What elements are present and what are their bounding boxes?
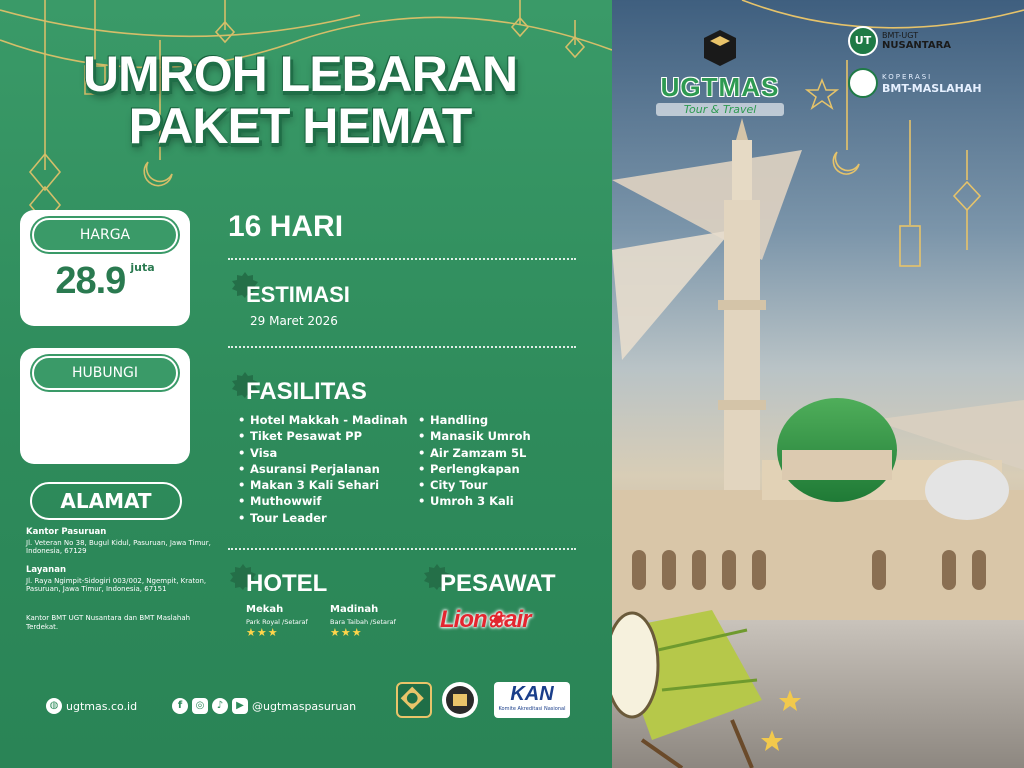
partner1-name: NUSANTARA xyxy=(882,40,952,51)
address-office-title: Kantor Pasuruan xyxy=(26,527,107,537)
brand-name: UGTMAS xyxy=(660,72,780,102)
facility-item: • Tiket Pesawat PP xyxy=(238,428,408,444)
facility-item: • Hotel Makkah - Madinah xyxy=(238,412,408,428)
contact-card[interactable] xyxy=(20,348,190,464)
hotel-label: HOTEL xyxy=(246,570,328,597)
website-link[interactable] xyxy=(46,698,137,714)
duration: 16 HARI xyxy=(228,210,344,243)
hotel-madinah-stars: ★★★ xyxy=(330,626,363,639)
ugtmas-logo xyxy=(634,28,806,116)
price-card xyxy=(20,210,190,326)
facebook-icon: f xyxy=(172,698,188,714)
address-service xyxy=(26,566,216,594)
divider-1 xyxy=(228,258,576,260)
address-note: Kantor BMT UGT Nusantara dan BMT Maslahah Terdekat. xyxy=(26,614,191,631)
price-value-wrap xyxy=(20,260,190,303)
brand-tagline: Tour & Travel xyxy=(656,103,784,116)
instagram-icon: ◎ xyxy=(192,698,208,714)
address-label: ALAMAT xyxy=(30,482,182,520)
facility-item: • Muthowwif xyxy=(238,493,408,509)
facilities-list-2 xyxy=(418,412,531,510)
facilities-list-1 xyxy=(238,412,408,526)
facility-item: • Umroh 3 Kali xyxy=(418,493,531,509)
title-line-1: UMROH LEBARAN xyxy=(82,46,518,102)
facilities-label: FASILITAS xyxy=(246,378,367,405)
address-office-text: Jl. Veteran No 38, Bugul Kidul, Pasuruan, Jawa Timur, Indonesia, 67129 xyxy=(26,538,211,555)
mosque-photo xyxy=(612,0,1024,768)
price-label: HARGA xyxy=(32,218,178,252)
lion-air-logo xyxy=(440,606,530,634)
bmt-ugt-logo xyxy=(848,26,951,56)
hotel-madinah-name: Bara Taibah /Setaraf xyxy=(330,618,396,626)
facility-item: • Visa xyxy=(238,445,408,461)
kan-badge xyxy=(494,682,570,718)
estimate-date: 29 Maret 2026 xyxy=(250,314,338,328)
social-handle: @ugtmaspasuruan xyxy=(252,699,357,713)
hotel-mekah-stars: ★★★ xyxy=(246,626,279,639)
youtube-icon: ▶ xyxy=(232,698,248,714)
divider-3 xyxy=(228,548,576,550)
kemenag-badge-icon xyxy=(396,682,432,718)
bmt-ugt-icon: UT xyxy=(848,26,878,56)
social-link[interactable] xyxy=(172,698,356,714)
partner2-name: BMT-MASLAHAH xyxy=(882,82,982,95)
facility-item: • Asuransi Perjalanan xyxy=(238,461,408,477)
facility-item: • Air Zamzam 5L xyxy=(418,445,531,461)
partner2-top: KOPERASI xyxy=(882,73,933,81)
kaaba-icon xyxy=(700,28,740,68)
facility-item: • Handling xyxy=(418,412,531,428)
kan-label: KAN xyxy=(510,683,554,705)
website-text: ugtmas.co.id xyxy=(66,699,138,713)
estimate-label: ESTIMASI xyxy=(246,282,350,307)
contact-label: HUBUNGI xyxy=(32,356,178,390)
lion-head-icon: ❀ xyxy=(486,607,505,632)
bmt-maslahah-icon xyxy=(848,68,878,98)
facility-item: • Tour Leader xyxy=(238,510,408,526)
title-line-2: PAKET HEMAT xyxy=(128,98,472,154)
facility-item: • City Tour xyxy=(418,477,531,493)
facility-item: • Makan 3 Kali Sehari xyxy=(238,477,408,493)
globe-icon: ◍ xyxy=(46,698,62,714)
sisupuh-badge-icon xyxy=(442,682,478,718)
partner1-top: BMT-UGT xyxy=(882,31,919,40)
main-title xyxy=(40,48,560,152)
price-value: 28.9 xyxy=(55,260,126,302)
tiktok-icon: ♪ xyxy=(212,698,228,714)
hotel-mekah-name: Park Royal /Setaraf xyxy=(246,618,308,626)
lion-air-word-2: air xyxy=(504,606,531,633)
hotel-mekah-label: Mekah xyxy=(246,604,284,615)
bmt-maslahah-logo xyxy=(848,68,982,98)
address-service-title: Layanan xyxy=(26,565,67,575)
divider-2 xyxy=(228,346,576,348)
address-service-text: Jl. Raya Ngimpit-Sidogiri 003/002, Ngempit, Kraton, Pasuruan, Jawa Timur, Indonesia, 67151 xyxy=(26,576,207,593)
lion-air-word-1: Lion xyxy=(440,606,487,633)
airline-label: PESAWAT xyxy=(440,570,556,597)
price-unit: juta xyxy=(130,261,155,274)
facility-item: • Perlengkapan xyxy=(418,461,531,477)
address-office xyxy=(26,528,216,556)
facility-item: • Manasik Umroh xyxy=(418,428,531,444)
hotel-madinah-label: Madinah xyxy=(330,604,379,615)
kan-sub: Komite Akreditasi Nasional xyxy=(498,706,566,712)
